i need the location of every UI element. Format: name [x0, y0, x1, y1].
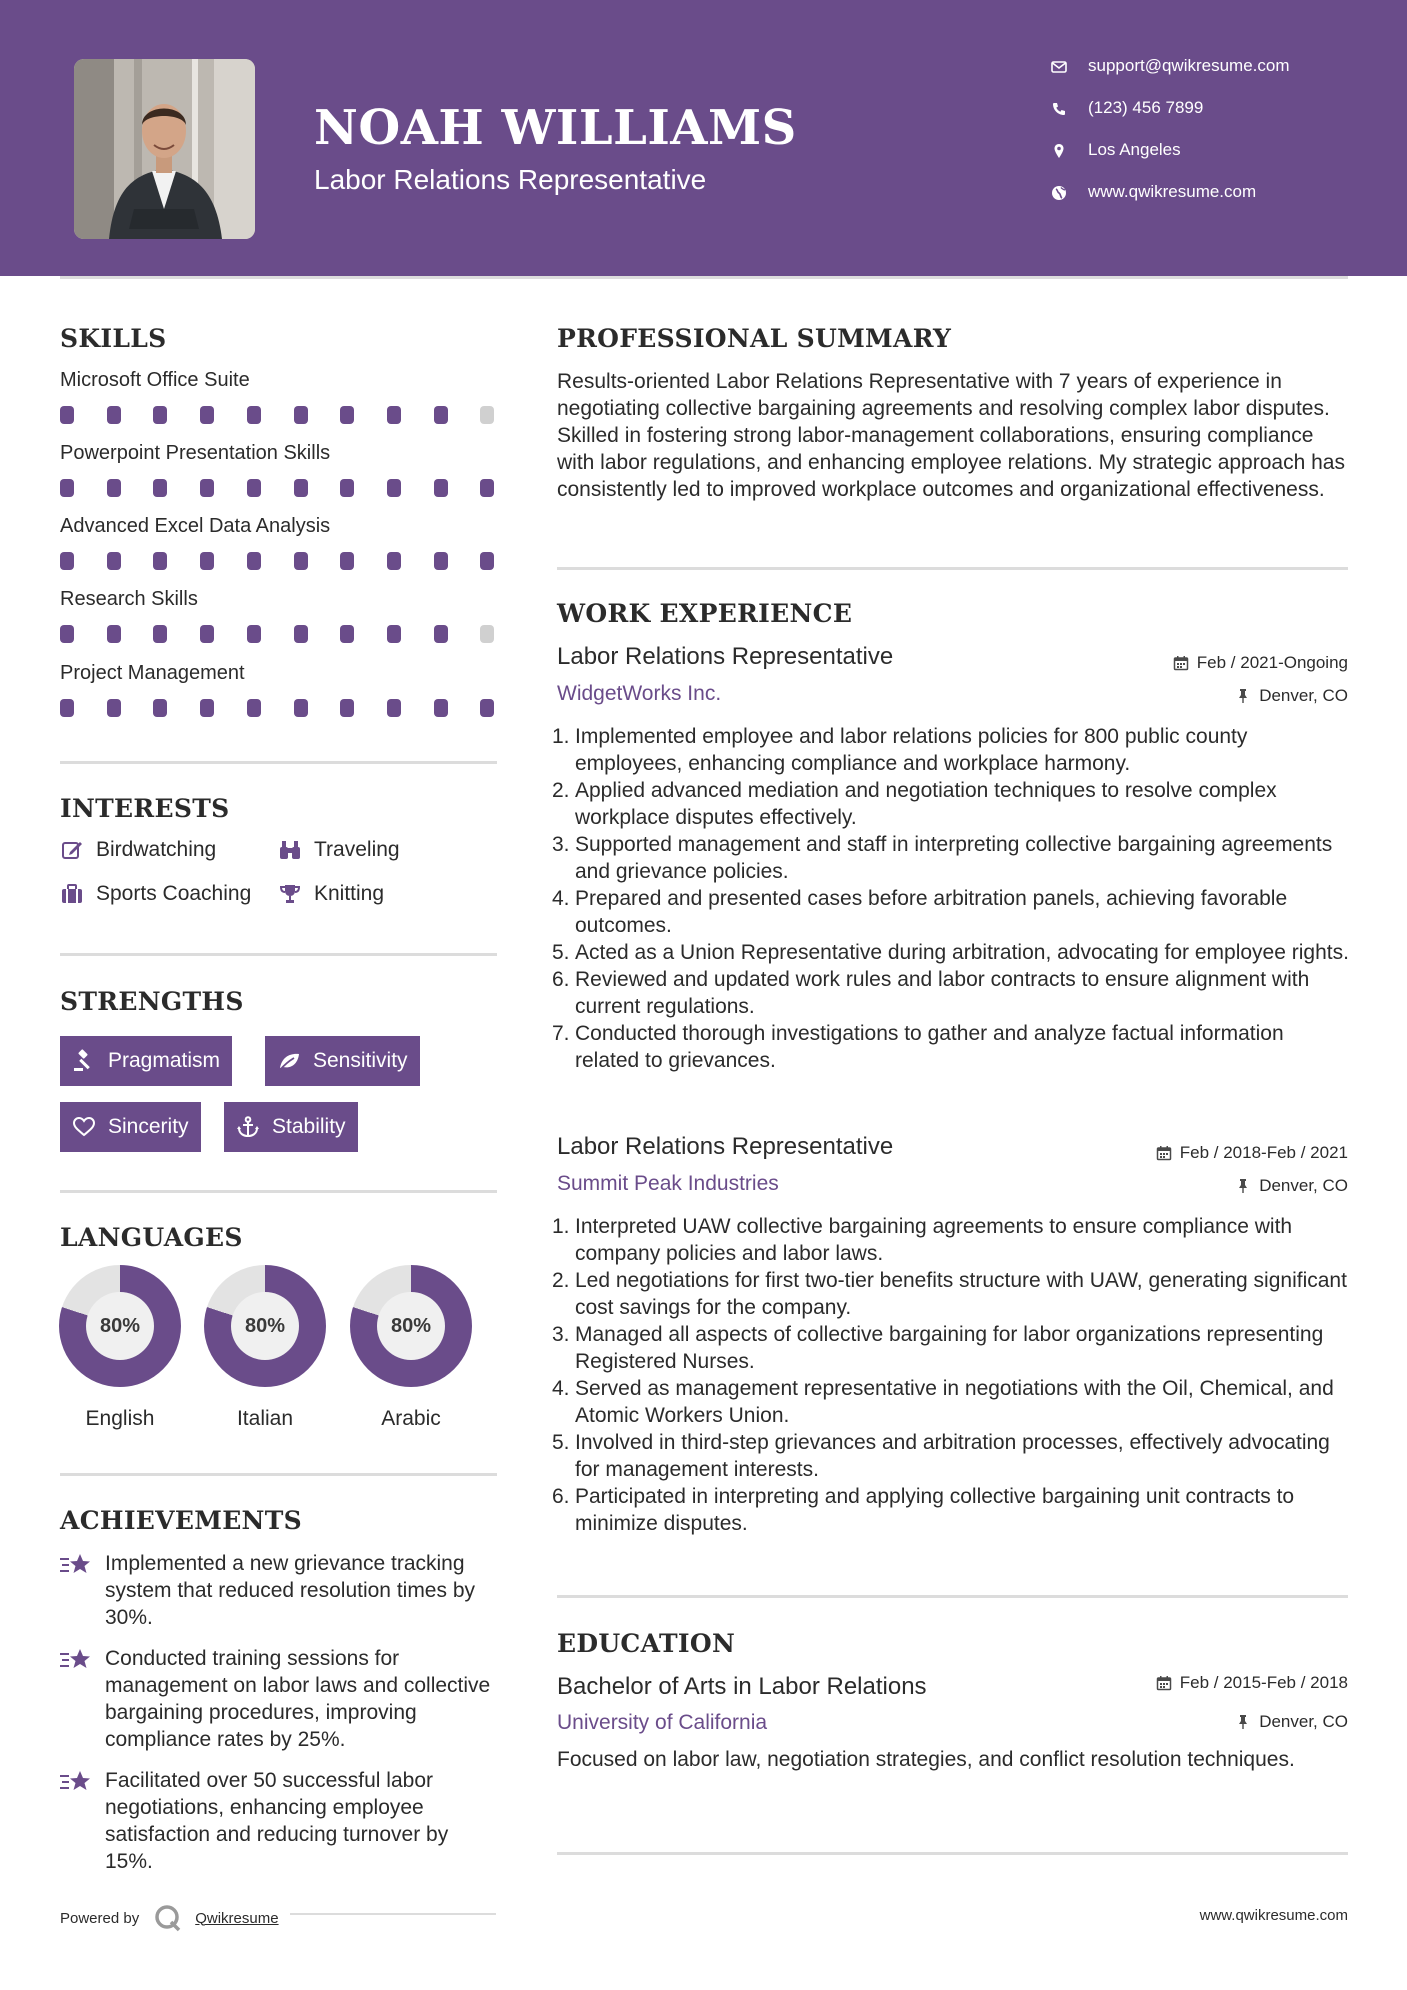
candidate-name: NOAH WILLIAMS — [314, 100, 797, 156]
summary-text: Results-oriented Labor Relations Representative with 7 years of experience in negotiating collective bargaining agreements and resolving complex labor disputes. Skilled in fostering strong labor-management collaborations, ensuring compliance with labor regulations, and enhancing employee relations. My strategic approach has consistently led to improved workplace outcomes and organizational effectiveness. — [557, 370, 1345, 501]
rating-dot-filled — [387, 552, 401, 570]
rating-dot-filled — [480, 479, 494, 497]
section-divider — [557, 1852, 1348, 1855]
education-heading: EDUCATION — [557, 1629, 736, 1658]
rating-dot-filled — [153, 552, 167, 570]
brand-link[interactable]: Qwikresume — [195, 1909, 279, 1927]
rating-dot-filled — [387, 699, 401, 717]
contact-email[interactable]: support@qwikresume.com — [1050, 56, 1290, 98]
skill-item — [60, 662, 500, 717]
calendar-icon — [1173, 655, 1189, 671]
contact-list — [1050, 56, 1290, 224]
skill-rating — [60, 699, 500, 717]
skill-item — [60, 515, 500, 570]
rating-dot-filled — [340, 552, 354, 570]
skill-name: Microsoft Office Suite — [60, 369, 250, 391]
leaf-icon — [277, 1049, 301, 1073]
strength-badge: Pragmatism — [60, 1036, 232, 1086]
list-item: 2. Led negotiations for first two-tier benefits structure with UAW, generating significant cost savings for the company. — [552, 1269, 1347, 1319]
skills-heading: SKILLS — [60, 324, 167, 353]
rating-dot-filled — [340, 699, 354, 717]
star-icon — [60, 1647, 92, 1673]
rating-dot-filled — [247, 552, 261, 570]
rating-dot-filled — [294, 625, 308, 643]
section-divider — [557, 567, 1348, 570]
section-divider — [60, 1190, 497, 1193]
education-location: Denver, CO — [1235, 1712, 1348, 1732]
pushpin-icon — [1235, 1714, 1251, 1730]
skill-name: Powerpoint Presentation Skills — [60, 442, 331, 464]
language-name: Italian — [236, 1407, 294, 1430]
rating-dot-filled — [200, 479, 214, 497]
list-item: 3. Managed all aspects of collective bargaining for labor organizations representing Registered Nurses. — [552, 1323, 1324, 1373]
skill-item — [60, 369, 500, 424]
languages-heading: LANGUAGES — [60, 1223, 243, 1252]
heart-icon — [72, 1115, 96, 1139]
rating-dot-filled — [60, 625, 74, 643]
rating-dot-filled — [340, 406, 354, 424]
job-dates: Feb / 2021-Ongoing — [1173, 653, 1348, 673]
list-item: 1. Implemented employee and labor relations policies for 800 public county employees, enhancing compliance and workplace harmony. — [552, 725, 1248, 775]
star-icon — [60, 1552, 92, 1578]
achievement-text: Conducted training sessions for management on labor laws and collective bargaining procedures, improving compliance rates by 25%. — [105, 1647, 491, 1751]
job-location: Denver, CO — [1235, 1176, 1348, 1196]
rating-dot-filled — [387, 406, 401, 424]
language-name: Arabic — [381, 1407, 441, 1430]
list-item: 2. Applied advanced mediation and negotiation techniques to resolve complex workplace disputes effectively. — [552, 779, 1277, 829]
footer-website-link[interactable]: www.qwikresume.com — [1199, 1907, 1348, 1924]
pushpin-icon — [1235, 1178, 1251, 1194]
envelope-icon — [1050, 58, 1068, 76]
rating-dot-filled — [434, 699, 448, 717]
header-divider — [60, 276, 1348, 279]
language-percent: 80% — [86, 1292, 154, 1360]
language-item — [203, 1265, 327, 1431]
rating-dot-empty — [480, 406, 494, 424]
resume-header — [0, 0, 1407, 276]
rating-dot-filled — [434, 625, 448, 643]
rating-dot-filled — [294, 479, 308, 497]
rating-dot-filled — [107, 625, 121, 643]
language-item — [58, 1265, 182, 1431]
section-divider — [557, 1595, 1348, 1598]
rating-dot-filled — [434, 552, 448, 570]
map-marker-icon — [1050, 142, 1068, 160]
anchor-icon — [236, 1115, 260, 1139]
skill-rating — [60, 552, 500, 570]
education-description: Focused on labor law, negotiation strategies, and conflict resolution techniques. — [557, 1748, 1295, 1771]
rating-dot-filled — [60, 699, 74, 717]
achievements-heading: ACHIEVEMENTS — [60, 1506, 302, 1535]
rating-dot-filled — [480, 699, 494, 717]
list-item: 6. Participated in interpreting and applying collective bargaining unit contracts to minimize disputes. — [552, 1485, 1295, 1535]
candidate-title: Labor Relations Representative — [314, 164, 707, 195]
rating-dot-filled — [107, 552, 121, 570]
rating-dot-filled — [107, 479, 121, 497]
calendar-icon — [1156, 1145, 1172, 1161]
skill-item — [60, 588, 500, 643]
pushpin-icon — [1235, 688, 1251, 704]
achievement-item — [60, 1550, 500, 1631]
rating-dot-filled — [200, 552, 214, 570]
strength-badge: Sincerity — [60, 1102, 201, 1152]
list-item: 3. Supported management and staff in interpreting collective bargaining agreements and grievance policies. — [552, 833, 1333, 883]
rating-dot-filled — [294, 552, 308, 570]
list-item: 4. Served as management representative in negotiations with the Oil, Chemical, and Atomic Workers Union. — [552, 1377, 1334, 1427]
rating-dot-filled — [340, 625, 354, 643]
rating-dot-empty — [480, 625, 494, 643]
list-item: 4. Prepared and presented cases before arbitration panels, achieving favorable outcomes. — [552, 887, 1288, 937]
list-item: 7. Conducted thorough investigations to gather and analyze factual information related to grievances. — [552, 1022, 1284, 1072]
summary-heading: PROFESSIONAL SUMMARY — [557, 324, 952, 353]
rating-dot-filled — [294, 406, 308, 424]
rating-dot-filled — [247, 699, 261, 717]
language-progress-ring — [59, 1265, 181, 1387]
powered-by: Powered by Qwikresume — [60, 1903, 279, 1933]
skill-name: Research Skills — [60, 588, 198, 610]
list-item: 1. Interpreted UAW collective bargaining agreements to ensure compliance with company policies and labor laws. — [552, 1215, 1293, 1265]
phone-icon — [1050, 100, 1068, 118]
gavel-icon — [72, 1049, 96, 1073]
language-progress-ring — [204, 1265, 326, 1387]
language-percent: 80% — [377, 1292, 445, 1360]
achievement-text: Facilitated over 50 successful labor negotiations, enhancing employee satisfaction and reducing turnover by 15%. — [105, 1769, 449, 1873]
job-title: Labor Relations Representative — [557, 1133, 894, 1160]
skill-rating — [60, 406, 500, 424]
rating-dot-filled — [107, 406, 121, 424]
skill-name: Advanced Excel Data Analysis — [60, 515, 331, 537]
calendar-icon — [1156, 1675, 1172, 1691]
section-divider — [60, 761, 497, 764]
company-name: Summit Peak Industries — [557, 1172, 779, 1195]
skill-name: Project Management — [60, 662, 245, 684]
rating-dot-filled — [247, 479, 261, 497]
rating-dot-filled — [247, 625, 261, 643]
briefcase-icon — [60, 882, 84, 906]
strength-badge: Sensitivity — [265, 1036, 420, 1086]
binoculars-icon — [278, 838, 302, 862]
rating-dot-filled — [480, 552, 494, 570]
rating-dot-filled — [434, 479, 448, 497]
edit-icon — [60, 838, 84, 862]
job-dates: Feb / 2018-Feb / 2021 — [1156, 1143, 1348, 1163]
rating-dot-filled — [247, 406, 261, 424]
star-icon — [60, 1769, 92, 1795]
list-item: 5. Acted as a Union Representative during arbitration, advocating for employee rights. — [552, 941, 1349, 964]
rating-dot-filled — [60, 406, 74, 424]
language-percent: 80% — [231, 1292, 299, 1360]
rating-dot-filled — [60, 479, 74, 497]
profile-photo — [74, 59, 255, 239]
qwikresume-logo-icon — [153, 1903, 183, 1933]
skill-rating — [60, 625, 500, 643]
list-item: 5. Involved in third-step grievances and arbitration processes, effectively advocating for management interests. — [552, 1431, 1330, 1481]
contact-phone[interactable]: (123) 456 7899 — [1050, 98, 1290, 140]
achievement-item — [60, 1767, 500, 1875]
strengths-heading: STRENGTHS — [60, 987, 244, 1016]
interest-item: Knitting — [278, 882, 384, 906]
interest-item: Birdwatching — [60, 838, 216, 862]
rating-dot-filled — [200, 625, 214, 643]
rating-dot-filled — [294, 699, 308, 717]
company-name: WidgetWorks Inc. — [557, 682, 722, 705]
section-divider — [60, 1473, 497, 1476]
interest-item: Traveling — [278, 838, 400, 862]
skill-rating — [60, 479, 500, 497]
rating-dot-filled — [200, 406, 214, 424]
education-dates: Feb / 2015-Feb / 2018 — [1156, 1673, 1348, 1693]
list-item: 6. Reviewed and updated work rules and labor contracts to ensure alignment with current regulations. — [552, 968, 1310, 1018]
contact-location: Los Angeles — [1050, 140, 1290, 182]
trophy-icon — [278, 882, 302, 906]
achievement-item — [60, 1645, 500, 1753]
rating-dot-filled — [200, 699, 214, 717]
rating-dot-filled — [153, 625, 167, 643]
rating-dot-filled — [434, 406, 448, 424]
language-item — [349, 1265, 473, 1431]
globe-icon — [1050, 184, 1068, 202]
job-responsibilities — [552, 1213, 1349, 1537]
interests-heading: INTERESTS — [60, 794, 230, 823]
rating-dot-filled — [387, 625, 401, 643]
language-progress-ring — [350, 1265, 472, 1387]
contact-website[interactable]: www.qwikresume.com — [1050, 182, 1290, 224]
skill-item — [60, 442, 500, 497]
job-responsibilities — [552, 723, 1349, 1074]
degree-title: Bachelor of Arts in Labor Relations — [557, 1673, 927, 1700]
rating-dot-filled — [153, 479, 167, 497]
footer-divider — [290, 1913, 496, 1915]
job-title: Labor Relations Representative — [557, 643, 894, 670]
section-divider — [60, 953, 497, 956]
language-name: English — [85, 1407, 155, 1430]
rating-dot-filled — [340, 479, 354, 497]
rating-dot-filled — [387, 479, 401, 497]
experience-heading: WORK EXPERIENCE — [557, 599, 853, 628]
school-name: University of California — [557, 1711, 768, 1734]
job-location: Denver, CO — [1235, 686, 1348, 706]
achievement-text: Implemented a new grievance tracking system that reduced resolution times by 30%. — [105, 1552, 476, 1629]
interest-item: Sports Coaching — [60, 882, 251, 906]
rating-dot-filled — [153, 406, 167, 424]
rating-dot-filled — [153, 699, 167, 717]
rating-dot-filled — [107, 699, 121, 717]
rating-dot-filled — [60, 552, 74, 570]
strength-badge: Stability — [224, 1102, 358, 1152]
